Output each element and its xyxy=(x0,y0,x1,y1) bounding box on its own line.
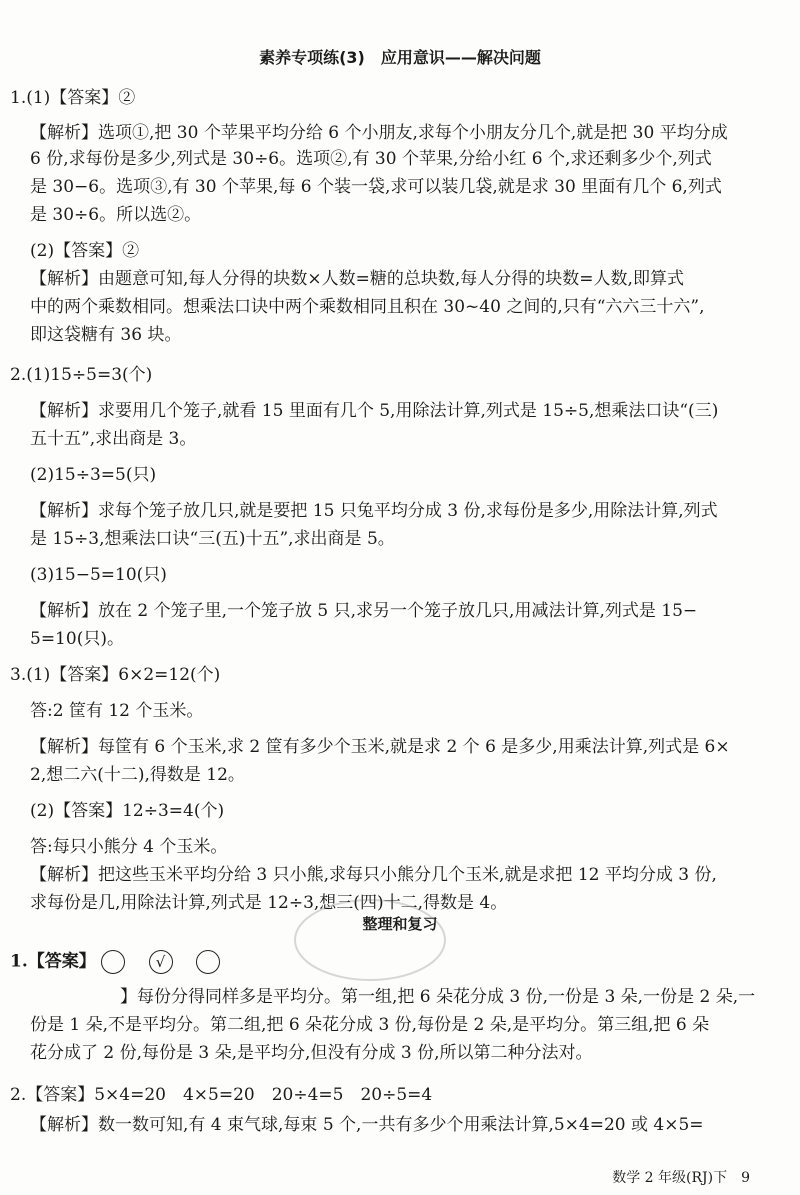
text-line: 份是 1 朵,不是平均分。第二组,把 6 朵花分成 3 份,每份是 2 朵,是平均分。第三组,把 6 朵 xyxy=(30,1015,710,1035)
page-footer: 数学 2 年级(RJ)下 9 xyxy=(612,1170,750,1186)
text-line: 】每份分得同样多是平均分。第一组,把 6 朵花分成 3 份,一份是 3 朵,一份是 2 朵,一 xyxy=(120,987,756,1007)
text-line: (2)【答案】② xyxy=(30,241,140,261)
text-line: (2)15÷3=5(只) xyxy=(30,465,157,485)
text-line: (3)15−5=10(只) xyxy=(30,565,167,585)
text-line: 【解析】求要用几个笼子,就看 15 里面有几个 5,用除法计算,列式是 15÷5,想乘法口诀“(三) xyxy=(30,401,719,421)
text-line: 3.(1)【答案】6×2=12(个) xyxy=(10,665,221,685)
text-line: 答:每只小熊分 4 个玉米。 xyxy=(30,837,228,857)
watermark-stamp xyxy=(290,895,450,985)
text-line: 五十五”,求出商是 3。 xyxy=(30,429,197,449)
text-line: 【解析】由题意可知,每人分得的块数×人数=糖的总块数,每人分得的块数=人数,即算式 xyxy=(30,269,684,289)
text-line: 【解析】数一数可知,有 4 束气球,每束 5 个,一共有多少个用乘法计算,5×4=20 或 4×5= xyxy=(30,1115,704,1135)
text-line: 求每份是几,用除法计算,列式是 12÷3,想三(四)十二,得数是 4。 xyxy=(30,893,508,913)
text-line: 6 份,求每份是多少,列式是 30÷6。选项②,有 30 个苹果,分给小红 6 个,求还剩多少个,列式 xyxy=(30,149,712,169)
q1-answer-row xyxy=(10,950,238,974)
text-line: 【解析】求每个笼子放几只,就是要把 15 只兔平均分成 3 份,求每份是多少,用除法计算,列式 xyxy=(30,501,718,521)
text-line: (2)【答案】12÷3=4(个) xyxy=(30,801,225,821)
section-title: 整理和复习 xyxy=(362,915,438,933)
answer-circle-3 xyxy=(196,950,220,974)
text-line: 【解析】把这些玉米平均分给 3 只小熊,求每只小熊分几个玉米,就是求把 12 平均分成 3 份, xyxy=(30,865,717,885)
text-line: 2.【答案】5×4=20 4×5=20 20÷4=5 20÷5=4 xyxy=(10,1085,433,1105)
page-title: 素养专项练(3) 应用意识——解决问题 xyxy=(259,48,541,67)
text-line: 2,想二六(十二),得数是 12。 xyxy=(30,765,245,785)
q1-label: 1.【答案】 xyxy=(10,951,96,972)
text-line: 是 30÷6。所以选②。 xyxy=(30,205,202,225)
answer-circle-1 xyxy=(101,950,125,974)
text-line: 中的两个乘数相同。想乘法口诀中两个乘数相同且积在 30~40 之间的,只有“六六三十六”, xyxy=(30,297,705,317)
text-line: 5=10(只)。 xyxy=(30,629,124,649)
text-line: 是 15÷3,想乘法口诀“三(五)十五”,求出商是 5。 xyxy=(30,529,395,549)
text-line: 【解析】选项①,把 30 个苹果平均分给 6 个小朋友,求每个小朋友分几个,就是把 30 平均分成 xyxy=(30,123,728,143)
text-line: 2.(1)15÷5=3(个) xyxy=(10,365,153,385)
text-line: 【解析】放在 2 个笼子里,一个笼子放 5 只,求另一个笼子放几只,用减法计算,列式是 15− xyxy=(30,601,698,621)
text-line: 是 30−6。选项③,有 30 个苹果,每 6 个装一袋,求可以装几袋,就是求 30 里面有几个 6,列式 xyxy=(30,177,722,197)
text-line: 即这袋糖有 36 块。 xyxy=(30,325,182,345)
answer-circle-2: √ xyxy=(149,950,173,974)
text-line: 【解析】每筐有 6 个玉米,求 2 筐有多少个玉米,就是求 2 个 6 是多少,用乘法计算,列式是 6× xyxy=(30,737,730,757)
text-line: 答:2 筐有 12 个玉米。 xyxy=(30,701,204,721)
text-line: 1.(1)【答案】② xyxy=(10,88,136,108)
text-line: 花分成了 2 份,每份是 3 朵,是平均分,但没有分成 3 份,所以第二种分法对。 xyxy=(30,1043,593,1063)
